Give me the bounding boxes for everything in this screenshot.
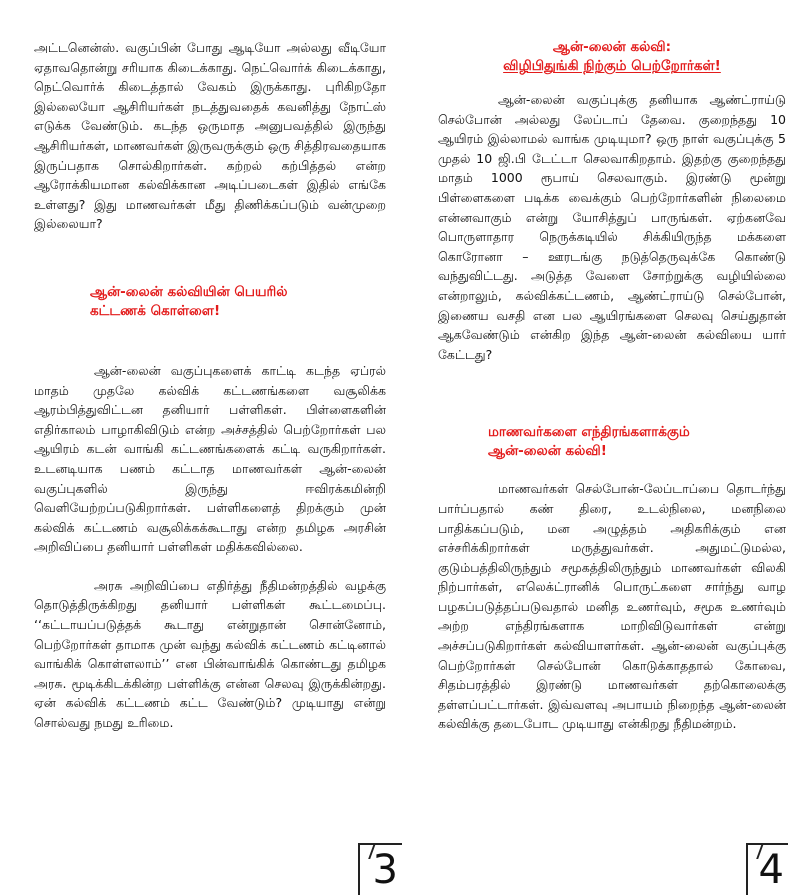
left-heading-fee-looting — [90, 283, 386, 321]
left-paragraph-2: ஆன்-லைன் வகுப்புகளைக் காட்டி கடந்த ஏப்ரல் மாதம் முதலே கல்விக் கட்டணங்களை வசூலிக்க ஆரம்பித்துவிட்டன தனியார் பள்ளிகள். பிள்ளைகளின் எதிர்காலம் பாழாகிவிடும் என்ற அச்சத்தில் பெற்றோர்கள் பல ஆயிரம் கடன் வாங்கி கட்டணங்களைக் கட்டி வருகிறார்கள். உடனடியாக பணம் கட்டாத மாணவர்கள் ஆன்-லைன் வகுப்புகளில் இருந்து ஈவிரக்கமின்றி வெளியேற்றப்படுகிறார்கள். பள்ளிகளைத் திறக்கும் முன் கல்விக் கட்டணம் வசூலிக்கக்கூடாது என்ற தமிழக அரசின் அறிவிப்பை தனியார் பள்ளிகள் மதிக்கவில்லை. — [34, 362, 386, 555]
right-paragraph-2: மாணவர்கள் செல்போன்-லேப்டாப்பை தொடர்ந்து பார்ப்பதால் கண் திரை, உடல்நிலை, மனநிலை பாதிக்கப்படும், மன அழுத்தம் அதிகரிக்கும் என எச்சரிக்கிறார்கள் மருத்துவர்கள். அதுமட்டுமல்ல, குடும்பத்திலிருந்தும் சமூகத்திலிருந்தும் மாணவர்கள் விலகி நிற்பார்கள், எலெக்ட்ரானிக் பொருட்களை சார்ந்து வாழ பழகப்படுத்தப்படுவதால் மனித உணர்வும், சமூக உணர்வும் அற்ற எந்திரங்களாக மாறிவிடுவார்கள் என்று அச்சப்படுகிறார்கள் கல்வியாளர்கள். ஆன்-லைன் வகுப்புக்கு பெற்றோர்கள் செல்போன் கொடுக்காததால் கோவை, சிதம்பரத்தில் இரண்டு மாணவர்கள் தற்கொலைக்கு தள்ளப்பட்டார்கள். இவ்வளவு அபாயம் நிறைந்த ஆன்-லைன் கல்விக்கு தடைபோட முடியாது என்கிறது நீதிமன்றம். — [438, 481, 786, 732]
left-paragraph-3: அரசு அறிவிப்பை எதிர்த்து நீதிமன்றத்தில் வழக்கு தொடுத்திருக்கிறது தனியார் பள்ளிகள் கூட்டமைப்பு. ‘‘கட்டாயப்படுத்தக் கூடாது என்றுதான் சொன்னோம், பெற்றோர்கள் தாமாக முன் வந்து கல்விக் கட்டணம் கட்டினால் வாங்கிக் கொள்ளலாம்’’ என பின்வாங்கிக் கொண்டது தமிழக அரசு. மூடிக்கிடக்கின்ற பள்ளிக்கு என்ன செலவு இருக்கின்றது. ஏன் கல்விக் கட்டணம் கட்ட வேண்டும்? முடியாது என்று சொல்வது நமது உரிமை. — [34, 577, 386, 731]
page-number-right: 4 — [746, 843, 788, 895]
page-number-left: 3 — [358, 843, 402, 895]
right-heading-1-line-2: விழிபிதுங்கி நிற்கும் பெற்றோர்கள்! — [503, 58, 721, 74]
left-heading-1-line-2: கட்டணக் கொள்ளை! — [90, 302, 221, 319]
right-heading-parents — [438, 38, 786, 76]
right-heading-1-line-1: ஆன்-லைன் கல்வி: — [552, 39, 672, 55]
right-paragraph-1: ஆன்-லைன் வகுப்புக்கு தனியாக ஆண்ட்ராய்டு செல்போன் அல்லது லேப்டாப் தேவை. குறைந்தது 10 ஆயிரம் இல்லாமல் வாங்க முடியுமா? ஒரு நாள் வகுப்புக்கு 5 முதல் 10 ஜி.பி டேட்டா செலவாகிறதாம். இதற்கு குறைந்தது மாதம் 1000 ரூபாய் செலவாகும். இரண்டு மூன்று பிள்ளைகளை படிக்க வைக்கும் பெற்றோர்களின் நிலைமை என்னவாகும் என்று யோசித்துப் பாருங்கள். ஏற்கனவே பொருளாதார நெருக்கடியில் சிக்கியிருந்த மக்களை கொரோனா – ஊரடங்கு நடுத்தெருவுக்கே கொண்டு வந்துவிட்டது. அடுத்த வேளை சோற்றுக்கு வழியில்லை என்றாலும், கல்விக்கட்டணம், ஆண்ட்ராய்டு செல்போன், இணைய வசதி என பல ஆயிரங்களை செலவு செய்துதான் ஆகவேண்டும் என்கிற இந்த ஆன்-லைன் கல்வியை யார் கேட்டது? — [438, 92, 786, 362]
right-heading-2-line-1: மாணவர்களை எந்திரங்களாக்கும் — [488, 424, 690, 441]
left-paragraph-1: அட்டனென்ஸ். வகுப்பின் போது ஆடியோ அல்லது வீடியோ ஏதாவதொன்று சரியாக கிடைக்காது. நெட்வொர்க் கிடைக்காது, நெட்வொர்க் கிடைத்தால் வேகம் இருக்காது. புரிகிறதோ இல்லையோ ஆசிரியர்கள் நடத்துவதைக் கவனித்து நோட்ஸ் எடுக்க வேண்டும். கடந்த ஒருமாத அனுபவத்தில் இருந்து ஆசிரியர்கள், மாணவர்கள் இருவருக்கும் ஒரு சித்திரவதையாக இருப்பதாக சொல்கிறார்கள். கற்றல் கற்பித்தல் என்ற ஆரோக்கியமான கல்விக்கான அடிப்படைகள் இதில் எங்கே உள்ளது? இது மாணவர்கள் மீது திணிக்கப்படும் வன்முறை இல்லையா? — [34, 40, 386, 232]
right-heading-2-line-2: ஆன்-லைன் கல்வி! — [488, 443, 607, 460]
left-heading-1-line-1: ஆன்-லைன் கல்வியின் பெயரில் — [90, 283, 288, 300]
right-heading-machines — [488, 423, 786, 461]
right-page-column — [438, 0, 786, 734]
left-page-column — [34, 0, 386, 733]
